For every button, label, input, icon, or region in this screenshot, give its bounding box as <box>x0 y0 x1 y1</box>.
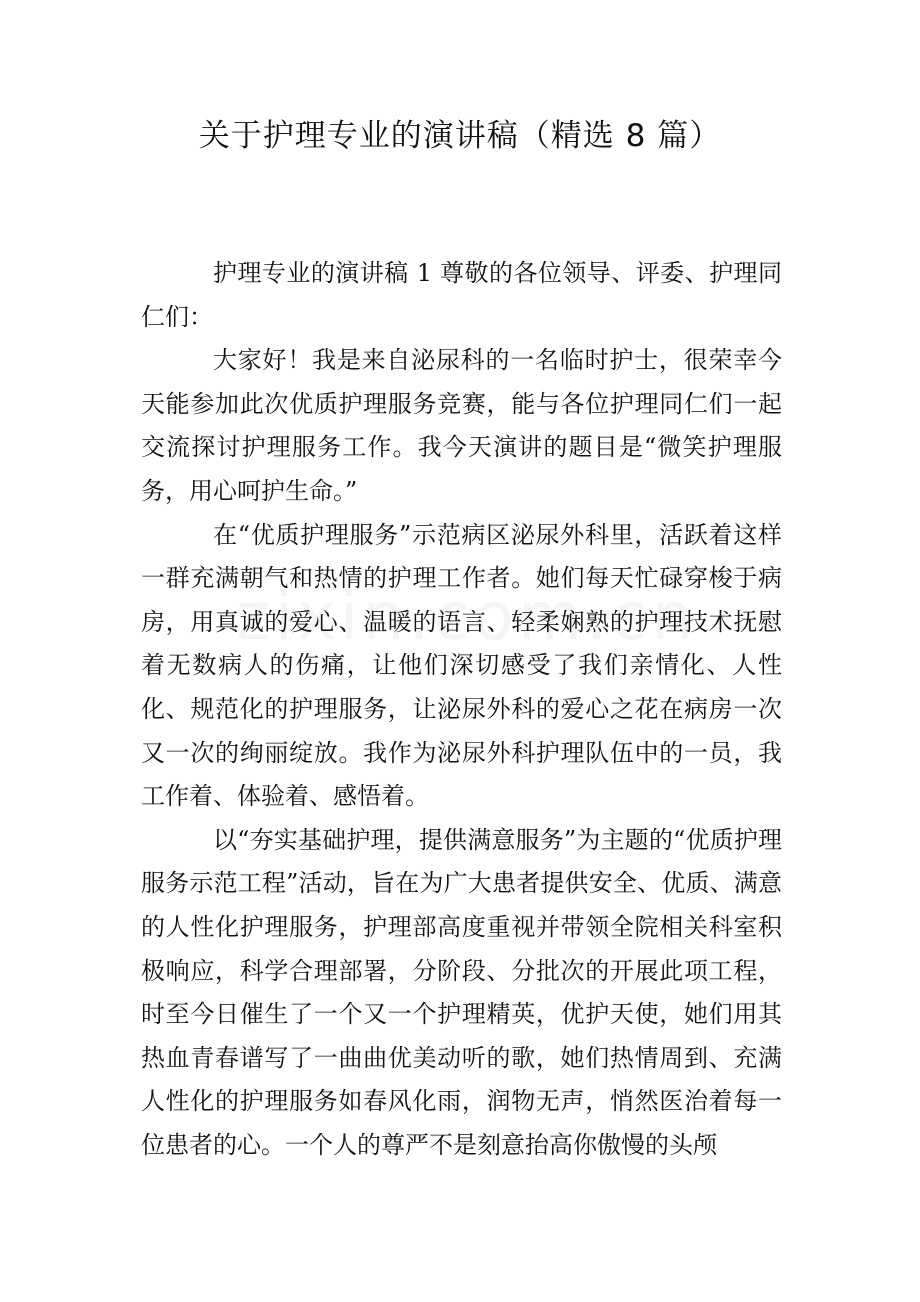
paragraph-4: 以“夯实基础护理，提供满意服务”为主题的“优质护理服务示范工程”活动，旨在为广大患者提供安全、优质、满意的人性化护理服务，护理部高度重视并带领全院相关科室积极响应，科学合理部署，分阶段、分批次的开展此项工程，时至今日催生了一个又一个护理精英，优护天使，她们用其热血青春谱写了一曲曲优美动听的歌，她们热情周到、充满人性化的护理服务如春风化雨，润物无声，悄然医治着每一位患者的心。一个人的尊严不是刻意抬高你傲慢的头颅 <box>141 825 782 1159</box>
document-title: 关于护理专业的演讲稿（精选 8 篇） <box>198 118 722 154</box>
paragraph-1: 护理专业的演讲稿 1 尊敬的各位领导、评委、护理同仁们： <box>141 259 782 331</box>
paragraph-3: 在“优质护理服务”示范病区泌尿外科里，活跃着这样一群充满朝气和热情的护理工作者。她们每天忙碌穿梭于病房，用真诚的爱心、温暖的语言、轻柔娴熟的护理技术抚慰着无数病人的伤痛，让他们深切感受了我们亲情化、人性化、规范化的护理服务，让泌尿外科的爱心之花在病房一次又一次的绚丽绽放。我作为泌尿外科护理队伍中的一员，我工作着、体验着、感悟着。 <box>141 520 782 811</box>
paragraph-2: 大家好！我是来自泌尿科的一名临时护士，很荣幸今天能参加此次优质护理服务竞赛，能与各位护理同仁们一起交流探讨护理服务工作。我今天演讲的题目是“微笑护理服务，用心呵护生命。” <box>141 346 782 505</box>
document-body <box>141 252 782 1167</box>
